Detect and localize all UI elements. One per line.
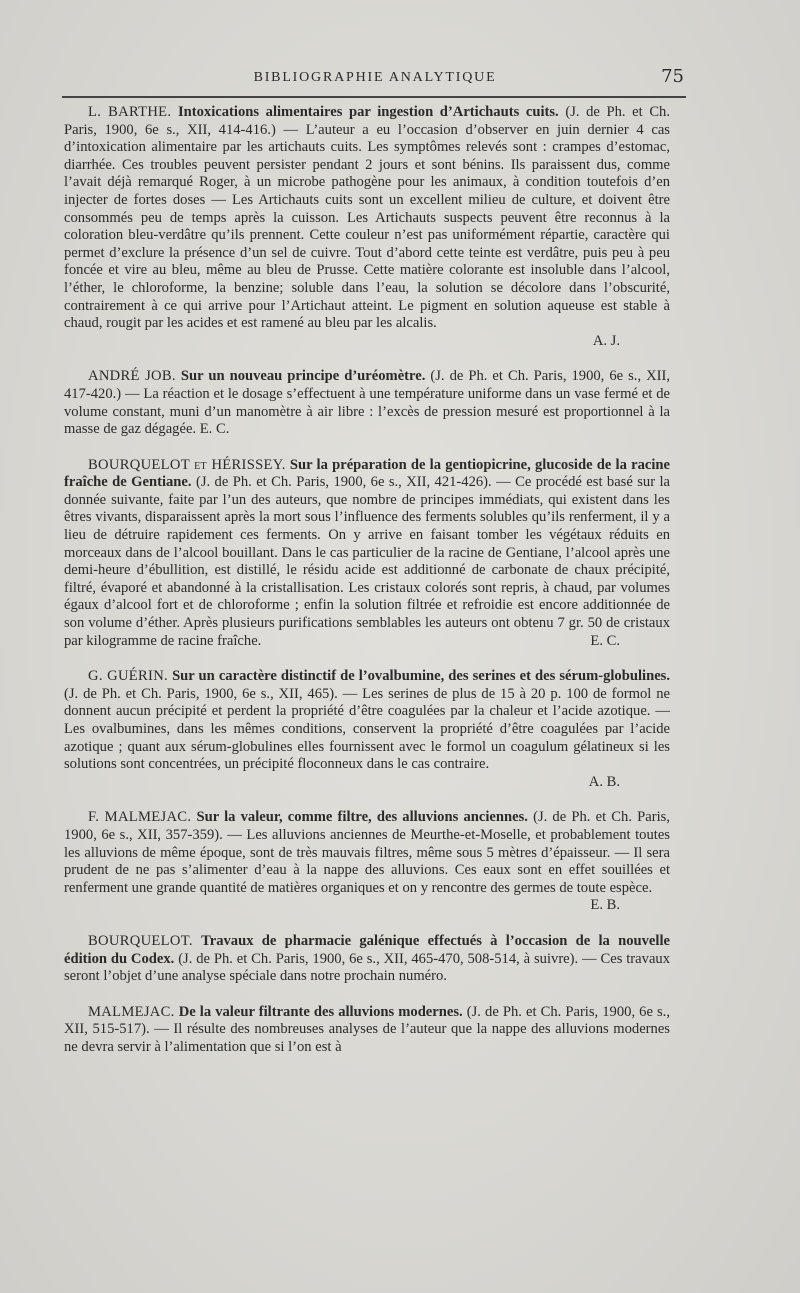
entry-author: F. MALMEJAC. [88,809,192,826]
entry-author: MALMEJAC. [88,1003,175,1020]
entry-text: — Ces travaux seront l’objet d’une analyse spéciale dans notre prochain numéro. [64,950,671,985]
entry-author: ANDRÉ JOB. [88,368,176,385]
entry-malmejac-modernes [64,1004,670,1057]
entry-title: Intoxications alimentaires par ingestion d’Artichauts cuits. [177,104,559,120]
entry-barthe [64,104,670,350]
entry-title: Sur la préparation de la gentiopicrine, glucoside de la racine fraîche de Gentiane. [64,456,670,491]
entry-bourquelot-herissey [64,457,670,651]
entry-signature: A. J. [592,332,620,349]
entry-text: — Il résulte des nombreuses analyses de l’auteur que la nappe des alluvions modernes ne devra servir à l’alimentation que si l’on est à [64,1021,670,1055]
article-body [64,104,670,1057]
entry-title: Travaux de pharmacie galénique effectués à l’occasion de la nouvelle édition du Codex. [64,932,670,967]
entry-malmejac-anciennes [64,809,670,915]
entry-title: Sur un caractère distinctif de l’ovalbumine, des serines et des sérum-globulines. [172,668,670,685]
entry-text: — Ce procédé est basé sur la donnée suivante, faite par l’un des auteurs, que nombre de principes immédiats, qui existent dans les êtres vivants, disparaissent après la mort sous l’influence des ferments solubles qu’ils renferment, il y a lieu de détruire rapidement ces ferments. On y arrive en faisant tomber les végétaux réduits en morceaux dans de l’alcool bouillant. Dans le cas particulier de la racine de Gentiane, l’alcool après une demi-heure d’ébullition, est distillé, le résidu acide est additionné de carbonate de chaux précipité, filtré, évaporé et abandonné à la cristallisation. Les cristaux colorés sont repris, à chaud, par volumes égaux d’alcool fort et de chloroforme ; enfin la solution filtrée et refroidie est encore additionnée de son volume d’éther. Après plusieurs purifications semblables les auteurs ont obtenu 7 gr. 50 de cristaux par kilogramme de racine fraîche. [64,474,670,649]
entry-text: — Les serines de plus de 15 à 20 p. 100 de formol ne donnent aucun précipité et perdent la propriété d’être coagulées par la chaleur et l’acide azotique. — Les ovalbumines, dans les mêmes conditions, conservent la propriété d’être coagulées par l’acide azotique ; quant aux sérum-globulines elles fournissent avec le formol un coagulum gélatineux si les solutions sont concentrées, un précipité floconneux dans le cas contraire. [64,685,670,773]
entry-reference: (J. de Ph. et Ch. Paris, 1900, 6e s., XII, 357-359). [64,809,670,843]
entry-title: De la valeur filtrante des alluvions modernes. [178,1003,463,1020]
page-number: 75 [661,66,684,87]
entry-author: BOURQUELOT et HÉRISSEY. [88,456,286,473]
entry-text: — Les alluvions anciennes de Meurthe-et-Moselle, et probablement toutes les alluvions de même époque, sont de très mauvais filtres, même sous 5 mètres d’épaisseur. — Il sera prudent de ne pas s’alimenter d’eau à la nappe des alluvions. Ces eaux sont en effet souillées et renferment une grande quantité de matières organiques et on y rencontre des germes de toute espèce. [64,826,670,896]
entry-reference: (J. de Ph. et Ch. Paris, 1900, 6e s., XII, 465-470, 508-514, à suivre). [178,950,579,967]
entry-bourquelot-codex [64,933,670,986]
entry-text: — L’auteur a eu l’occasion d’observer en juin dernier 4 cas d’intoxication alimentaire par les artichauts cuits. Les symptômes relevés sont : crampes d’estomac, diarrhée. Ces troubles peuvent persister pendant 2 jours et sont bénins. Ils paraissent dus, comme l’avait déjà remarqué Roger, à un microbe pathogène pour les animaux, à condition toutefois d’en injecter de fortes doses — Les Artichauts cuits sont un excellent milieu de culture, et doivent être consommés peu de temps après la cuisson. Les Artichauts suspects peuvent être reconnus à la coloration bleu-verdâtre qu’ils prennent. Cette couleur n’est pas uniformément répartie, caractère qui permet d’exclure la présence d’un sel de cuivre. Tout d’abord cette teinte est verdâtre, puis peu à peu foncée et vire au bleu, même au bleu de Prusse. Cette matière colorante est insoluble dans l’alcool, l’éther, le chloroforme, la benzine; soluble dans l’eau, la solution se décolore dans l’obscurité, contrairement à ce qui arrive pour l’Artichaut atteint. Le pigment en solution aqueuse est stable à chaud, rougit par les acides et est ramené au bleu par les alcalis. [64,121,670,332]
entry-title: Sur un nouveau principe d’uréomètre. [180,368,426,385]
header-rule [62,96,686,98]
entry-reference: (J. de Ph. et Ch. Paris, 1900, 6e s., XII, 414-416.) [64,104,671,138]
entry-signature: E. B. [590,897,620,914]
entry-title: Sur la valeur, comme filtre, des alluvions anciennes. [196,809,528,826]
running-title: BIBLIOGRAPHIE ANALYTIQUE [253,70,497,85]
entry-signature: E. C. [590,632,620,649]
entry-reference: (J. de Ph. et Ch. Paris, 1900, 6e s., XII, 421-426). [195,474,492,491]
entry-author: BOURQUELOT. [88,932,193,949]
entry-reference: (J. de Ph. et Ch. Paris, 1900, 6e s., XII, 515-517). [64,1003,670,1038]
entry-signature: E. C. [199,421,230,438]
entry-reference: (J. de Ph. et Ch. Paris, 1900, 6e s., XII, 465). [64,685,338,702]
entry-job [64,368,670,438]
running-header [62,66,688,96]
entry-author: G. GUÉRIN. [88,668,169,685]
entry-text: — La réaction et le dosage s’effectuent à une température uniforme dans un vase fermé et de volume constant, muni d’un manomètre à air libre : l’excès de pression mesuré est proportionnel à la masse de gaz dégagée. [64,385,670,438]
entry-signature: A. B. [588,773,620,790]
entry-guerin [64,668,670,791]
entry-reference: (J. de Ph. et Ch. Paris, 1900, 6e s., XII, 417-420.) [64,368,670,402]
entry-author: L. BARTHE. [88,104,172,120]
